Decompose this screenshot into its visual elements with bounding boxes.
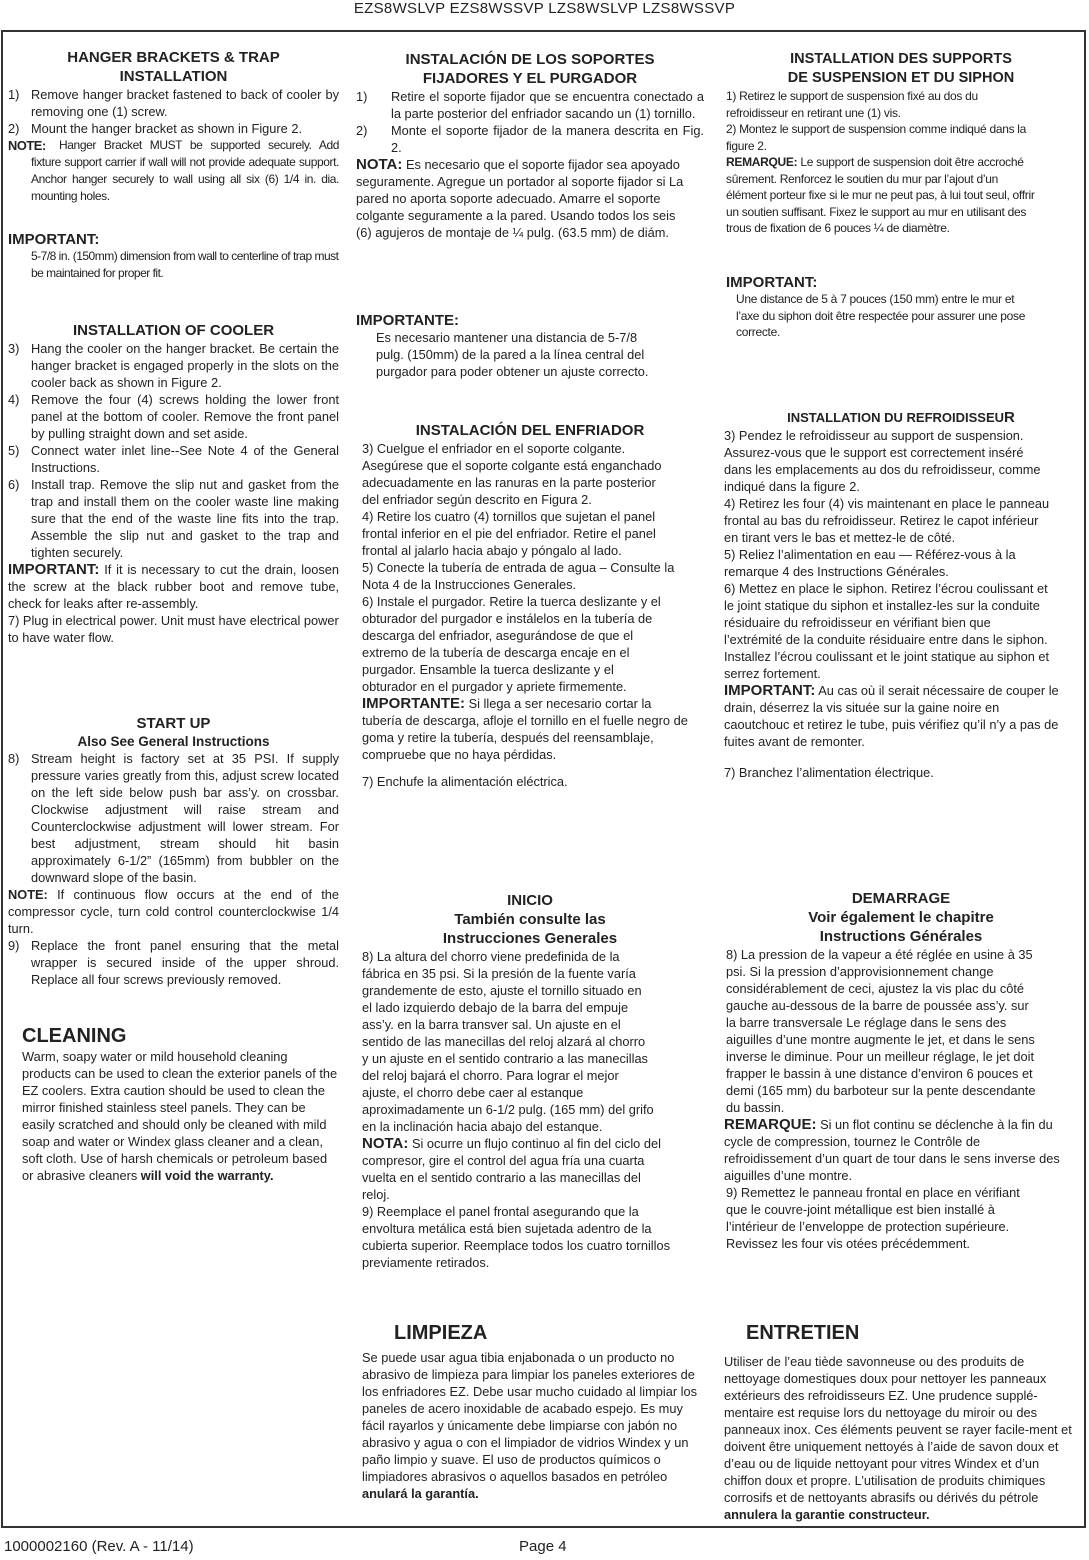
importante-text: Es necesario mantener una distancia de 5-7/8 pulg. (150mm) de la pared a la línea central del purgador para poder obtener un ajuste correcto. (376, 330, 649, 379)
inicio-sub-2: Instrucciones Generales (442, 930, 618, 947)
important-text: 5-7/8 in. (150mm) dimension from wall to centerline of trap must be maintained for proper fit. (31, 249, 339, 280)
limpieza-section (356, 1321, 704, 1502)
list-item: 1) Remove hanger bracket fastened to back of cooler by removing one (1) screw. (8, 87, 339, 119)
cooler-section (8, 321, 339, 646)
remarque-flow: REMARQUE: Si un flot continu se déclenche à la fin du cycle de compression, tournez le Contrôle de refroidissement d’un quart de tour dans le sens inverse des aiguilles d’une montre. (724, 1116, 1060, 1183)
demarrage-section (722, 889, 1080, 1252)
limpieza-title: LIMPIEZA (394, 1322, 488, 1344)
list-item: 2) Montez le support de suspension comme indiqué dans la figure 2. (726, 122, 1027, 153)
demarrage-sub-2: Instructions Générales (819, 928, 983, 945)
list-item: 1) Retirez le support de suspension fixé au dos du refroidisseur en retirant une (1) vis. (726, 89, 978, 120)
enfriador-section (356, 421, 704, 790)
document-number: 1000002160 (Rev. A - 11/14) (4, 1538, 194, 1555)
limpieza-text: Se puede usar agua tibia enjabonada o un producto no abrasivo de limpieza para limpiar los paneles exteriores de los enfriadores EZ. Debe usar mucho cuidado al limpiar los paneles de acero inoxidable de acabado espejo. Es muy fácil rayarlos y únicamente debe limpiarse con jabón no abrasivo y agua o con el limpiador de vidrios Windex y un paño limpio y suave. El uso de productos químicos o limpiadores abrasivos o aquellos basados en petróleo anulará la garantía. (362, 1350, 698, 1501)
startup-section (8, 714, 339, 988)
important-label: IMPORTANT: (726, 274, 818, 291)
important-cut-drain: IMPORTANT: If it is necessary to cut the drain, loosen the screw at the black rubber boot and remove tube, check for leaks after re-assembly. (8, 561, 339, 611)
nota-block: NOTA: Es necesario que el soporte fijador sea apoyado seguramente. Agregue un portador al soporte fijador si La pared no aporta soporte adecuado. Amarre el soporte colgante seguramente a la pared. Usando todos los seis (6) agujeros de montaje de ¼ pulg. (63.5 mm) de diám. (356, 156, 684, 240)
supports-title: INSTALLATION DES SUPPORTS (790, 51, 1012, 67)
list-item: 5) Connect water inlet line--See Note 4 of the General Instructions. (8, 443, 339, 475)
soportes-title: INSTALACIÓN DE LOS SOPORTES (405, 51, 655, 68)
important-fr-block (722, 274, 1080, 341)
enfriador-title: INSTALACIÓN DEL ENFRIADOR (415, 422, 645, 439)
list-item: 5) Reliez l’alimentation en eau — Référez-vous à la remarque 4 des Instructions Générales. (724, 547, 1016, 579)
hanger-title: HANGER BRACKETS & TRAP (67, 49, 280, 66)
important-label: IMPORTANT: (8, 231, 100, 248)
demarrage-title: DEMARRAGE (851, 890, 951, 907)
list-item: 1) Retire el soporte fijador que se encuentra conectado a la parte posterior del enfriador sacando un (1) tornillo. (356, 89, 704, 121)
demarrage-sub: Voir également le chapitre (808, 909, 994, 926)
list-item: 8) La altura del chorro viene predefinida de la fábrica en 35 psi. Si la presión de la fuente varía grandemente de esto, ajuste el tornillo situado en el lado izquierdo debajo de la barra del empuje ass’y. en la barra transver sal. Un ajuste en el sentido de las manecillas del reloj alzará al chorro y un ajuste en el sentido contrario a las manecillas del reloj bajará el chorro. Para lograr el mejor ajuste, el chorro debe caer al estanque aproximadamente un 6-1/2 pulg. (165 mm) del grifo en la inclinación hacia abajo del estanque. (362, 949, 654, 1134)
important-text: Une distance de 5 à 7 pouces (150 mm) entre le mur et l’axe du siphon doit être respectée pour assurer une pose correcte. (736, 292, 1026, 339)
list-item: 9) Remettez le panneau frontal en place en vérifiant que le couvre-joint métallique est bien installé à l’intérieur de l’enveloppe de protection supérieure. Revissez les four vis otées précédemment. (726, 1185, 1020, 1251)
list-item: 5) Conecte la tubería de entrada de agua – Consulte la Nota 4 de la Instrucciones Generales. (362, 560, 675, 592)
list-item: 9) Reemplace el panel frontal asegurando que la envoltura metálica está bien sujetada adentro de la cubierta superior. Reemplace todos los cuatro tornillos previamente retirados. (362, 1204, 670, 1270)
list-item: 4) Retirez les four (4) vis maintenant en place le panneau frontal au bas du refroidisseur. Retirez le capot inférieur en tirant vers le bas et mettez-le de côté. (724, 496, 1050, 545)
list-item: 7) Plug in electrical power. Unit must have electrical power to have water flow. (8, 613, 339, 645)
hanger-section (8, 48, 339, 205)
inicio-sub: También consulte las (454, 911, 606, 928)
soportes-section (356, 50, 704, 241)
hanger-title-2: INSTALLATION (119, 68, 228, 85)
startup-title: START UP (136, 715, 211, 732)
cleaning-title: CLEANING (22, 1025, 127, 1047)
list-item: 3) Hang the cooler on the hanger bracket. Be certain the hanger bracket is engaged properly in the slots on the cooler back as shown in Figure 2. (8, 341, 339, 390)
entretien-title: ENTRETIEN (746, 1322, 860, 1344)
list-item: 6) Install trap. Remove the slip nut and gasket from the trap and install them on the cooler waste line making sure that the end of the waste line fits into the trap. Assemble the slip nut and gasket to the trap and tighten securely. (8, 477, 339, 560)
entretien-text: Utiliser de l’eau tiède savonneuse ou des produits de nettoyage domestiques doux pour nettoyer les panneaux extérieurs des refroidisseurs EZ. Une prudence supplé-mentaire est requise lors du nettoyage du miroir ou des panneaux inox. Ces éléments peuvent se rayer facile-ment et doivent être uniquement nettoyés à l’aide de savon doux et d’eau ou de liquide nettoyant pour vitres Windex et d’un chiffon doux et propre. L’utilisation de produits chimiques corrosifs et de nettoyants abrasifs ou dérivés du pétrole annulera la garantie constructeur. (724, 1354, 1072, 1522)
remarque-block: REMARQUE: Le support de suspension doit être accroché sûrement. Renforcez le soutien du mur par l’ajout d’un élément porteur fixe si le mur ne peut pas, à lui tout seul, offrir un soutien suffisant. Fixez le support au mur en utilisant des trous de fixation de 6 pouces ¼ de diamètre. (726, 155, 1035, 235)
soportes-title-2: FIJADORES Y EL PURGADOR (422, 70, 638, 87)
list-item: 6) Mettez en place le siphon. Retirez l’écrou coulissant et le joint statique du siphon et installez-les sur la conduite résiduaire du refroidisseur en vérifiant bien que l’extrémité de la conduite résiduaire entre dans le siphon. Installez l’écrou coulissant et le joint statique au siphon et serrez fortement. (724, 581, 1050, 681)
list-item: 8) Stream height is factory set at 35 PSI. If supply pressure varies greatly from this, adjust screw located on the left side below push bar ass’y. on crossbar. Clockwise adjustment will raise stream and Counterclockwise adjustment will lower stream. For best adjustment, stream should hit basin approximately 6-1/2” (165mm) from bubbler on the downward slope of the basin. (8, 751, 339, 885)
list-item: 3) Cuelgue el enfriador en el soporte colgante. Asegúrese que el soporte colgante está enganchado adecuadamente en las ranuras en la parte posterior del enfriador según descrito en Figura 2. (362, 441, 662, 507)
list-item: 4) Remove the four (4) screws holding the lower front panel at the bottom of cooler. Remove the front panel by pulling straight down and set aside. (8, 392, 339, 441)
refroidisseur-title: INSTALLATION DU REFROIDISSEUR (787, 409, 1015, 426)
inicio-section (356, 891, 704, 1271)
importante-label: IMPORTANTE: (356, 312, 460, 329)
model-header: EZS8WSLVP EZS8WSSVP LZS8WSLVP LZS8WSSVP (353, 0, 736, 17)
list-item: 7) Branchez l’alimentation électrique. (724, 765, 934, 780)
list-item: 6) Instale el purgador. Retire la tuerca deslizante y el obturador del purgador e instálelos en la tubería de descarga del enfriador, asegurándose de que el extremo de la tubería de descarga encaje en el purgador. Ensamble la tuerca deslizante y el obturador en el purgador y apriete firmemente. (362, 594, 661, 694)
list-item: 8) La pression de la vapeur a été réglée en usine à 35 psi. Si la pression d’approvisionnement change considérablement de ceci, ajustez la vis plac du côté gauche au-dessous de la barre de poussée ass’y. sur la barre transversale Le réglage dans le sens des aiguilles d’une montre augmente le jet, et dans le sens inverse le diminue. Pour un meilleur réglage, le jet doit frapper le bassin à une distance d’environ 6 pouces et demi (165 mm) du barboteur sur la pente descendante du bassin. (726, 947, 1036, 1115)
important-block (8, 231, 339, 282)
list-item: 9) Replace the front panel ensuring that the metal wrapper is secured inside of the upper shroud. Replace all four screws previously removed. (8, 938, 339, 987)
hanger-note: NOTE: Hanger Bracket MUST be supported securely. Add fixture support carrier if wall will not provide adequate support. Anchor hanger securely to wall using all six (6) 1/4 in. dia. mounting holes. (8, 138, 339, 203)
list-item: 2) Monte el soporte fijador de la manera descrita en Fig. 2. (356, 123, 704, 155)
importante-drain: IMPORTANTE: Si llega a ser necesario cortar la tubería de descarga, afloje el tornillo en el fuelle negro de goma y retire la tubería, después del reensamblaje, compruebe que no haya pérdidas. (362, 695, 688, 762)
important-drain: IMPORTANT: Au cas où il serait nécessaire de couper le drain, déserrez la vis située sur la gaine noire en caoutchouc et retirez le tube, puis vérifiez qu’il n’y a pas de fuites avant de remonter. (724, 682, 1059, 749)
entretien-section (722, 1321, 1080, 1523)
importante-block (356, 312, 704, 380)
list-item: 3) Pendez le refroidisseur au support de suspension. Assurez-vous que le support est correctement inséré dans les emplacements au dos du refroidisseur, comme indiqué dans la figure 2. (724, 428, 1041, 494)
startup-note: NOTE: If continuous flow occurs at the end of the compressor cycle, turn cold control counterclockwise 1/4 turn. (8, 887, 339, 936)
startup-subtitle: Also See General Instructions (77, 734, 270, 749)
list-item: 7) Enchufe la alimentación eléctrica. (362, 774, 568, 789)
cleaning-section (22, 1024, 339, 1184)
list-item: 2) Mount the hanger bracket as shown in Figure 2. (8, 121, 303, 136)
cooler-title: INSTALLATION OF COOLER (72, 322, 275, 339)
inicio-title: INICIO (507, 892, 553, 909)
supports-title-2: DE SUSPENSION ET DU SIPHON (787, 70, 1015, 86)
cleaning-text: Warm, soapy water or mild household cleaning products can be used to clean the exterior panels of the EZ coolers. Extra caution should be used to clean the mirror finished stainless steel panels. They can be easily scratched and should only be cleaned with mild soap and water or Windex glass cleaner and a clean, soft cloth. Use of harsh chemicals or petroleum based or abrasive cleaners will void the warranty. (22, 1049, 338, 1183)
page-number: Page 4 (519, 1538, 567, 1555)
nota-flow: NOTA: Si ocurre un flujo continuo al fin del ciclo del compresor, gire el control del agua fría una cuarta vuelta en el sentido contrario a las manecillas del reloj. (362, 1135, 661, 1202)
supports-section (722, 50, 1080, 237)
refroidisseur-section (722, 408, 1080, 781)
list-item: 4) Retire los cuatro (4) tornillos que sujetan el panel frontal inferior en el pie del enfriador. Retire el panel frontal al jalarlo hacia abajo y póngalo al lado. (362, 509, 656, 558)
